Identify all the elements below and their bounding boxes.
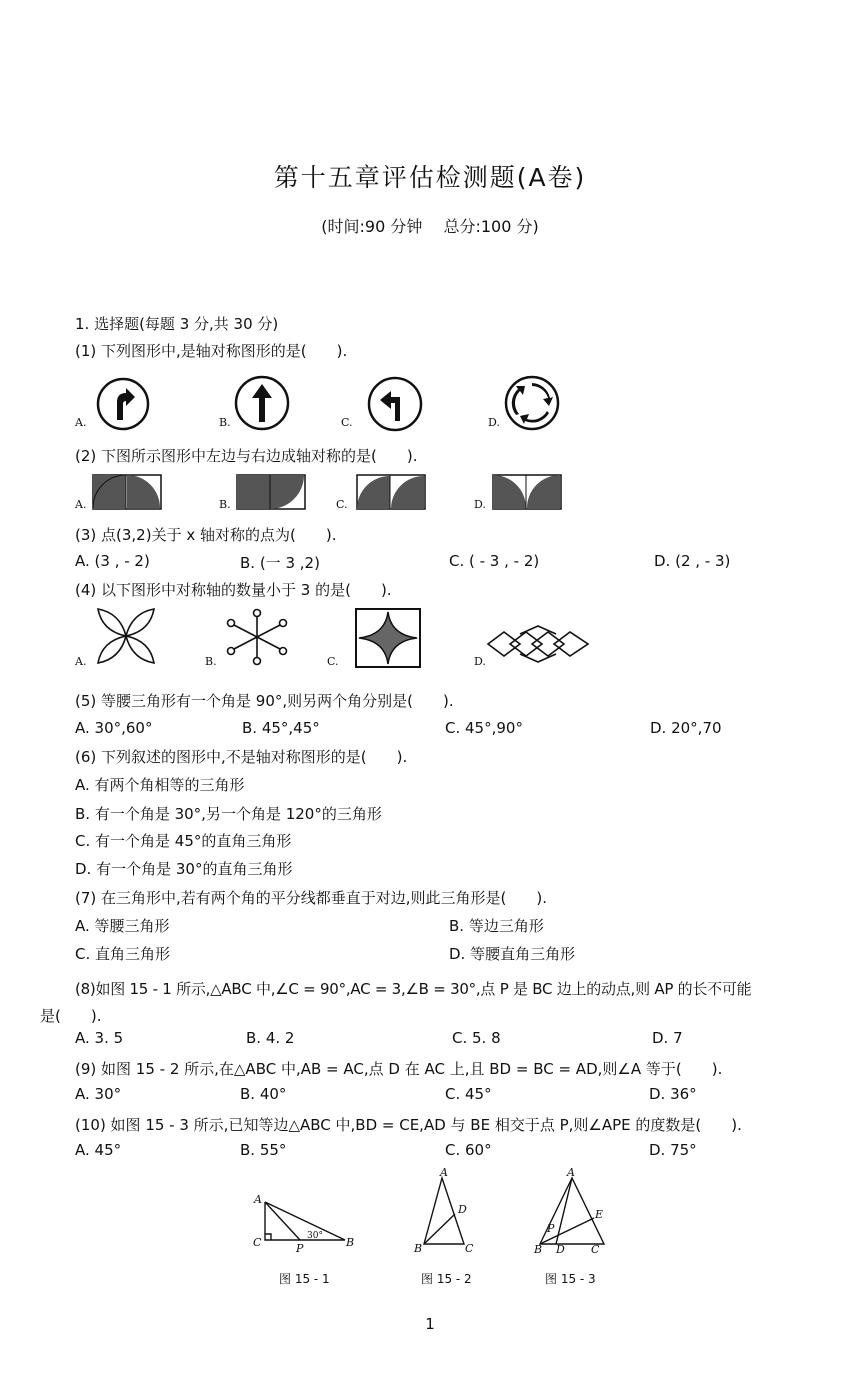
q4-label-d: D. [474, 655, 486, 668]
question-4-stem: (4) 以下图形中对称轴的数量小于 3 的是( ). [75, 581, 392, 599]
q9-option-b: B. 40° [240, 1085, 287, 1103]
q2-label-c: C. [336, 498, 348, 511]
page-number: 1 [425, 1315, 435, 1333]
figure-15-3-triangle [530, 1166, 610, 1256]
figure-15-2-caption: 图 15 - 2 [421, 1272, 472, 1286]
q1-figure-c-left-turn-sign [366, 375, 424, 433]
question-5-stem: (5) 等腰三角形有一个角是 90°,则另两个角分别是( ). [75, 692, 454, 710]
q6-option-c: C. 有一个角是 45°的直角三角形 [75, 832, 292, 850]
question-10-stem: (10) 如图 15 - 3 所示,已知等边△ABC 中,BD = CE,AD 与 BE 相交于点 P,则∠APE 的度数是( ). [75, 1116, 742, 1134]
q2-figure-b [236, 474, 306, 510]
question-3-stem: (3) 点(3,2)关于 x 轴对称的点为( ). [75, 526, 337, 544]
q6-option-b: B. 有一个角是 30°,另一个角是 120°的三角形 [75, 805, 382, 823]
q7-option-d: D. 等腰直角三角形 [449, 945, 576, 963]
q2-figure-c [356, 474, 426, 510]
q8-option-d: D. 7 [652, 1029, 683, 1047]
q9-option-d: D. 36° [649, 1085, 697, 1103]
q4-figure-a-four-petals [96, 607, 156, 665]
q8-option-c: C. 5. 8 [452, 1029, 501, 1047]
q2-label-b: B. [219, 498, 231, 511]
question-2-stem: (2) 下图所示图形中左边与右边成轴对称的是( ). [75, 447, 418, 465]
fig3-point-a: A [567, 1166, 575, 1179]
q1-label-d: D. [488, 416, 500, 429]
q10-option-a: A. 45° [75, 1141, 122, 1159]
q8-option-a: A. 3. 5 [75, 1029, 124, 1047]
q5-option-c: C. 45°,90° [445, 719, 523, 737]
section-heading: 1. 选择题(每题 3 分,共 30 分) [75, 315, 279, 333]
q1-figure-b-up-arrow-sign [233, 374, 291, 432]
q7-option-b: B. 等边三角形 [449, 917, 544, 935]
q8-option-b: B. 4. 2 [246, 1029, 295, 1047]
fig1-point-c: C [253, 1236, 262, 1249]
question-1-stem: (1) 下列图形中,是轴对称图形的是( ). [75, 342, 348, 360]
fig2-point-a: A [440, 1166, 448, 1179]
q4-figure-c-square-star [355, 608, 421, 668]
q2-label-a: A. [75, 498, 87, 511]
fig1-point-a: A [254, 1193, 262, 1206]
q4-label-a: A. [75, 655, 87, 668]
fig2-point-b: B [414, 1242, 423, 1255]
q1-label-a: A. [75, 416, 87, 429]
figure-15-1-caption: 图 15 - 1 [279, 1272, 330, 1286]
q3-option-a: A. (3 , - 2) [75, 552, 150, 570]
fig3-point-p: P [547, 1222, 555, 1235]
q10-option-d: D. 75° [649, 1141, 697, 1159]
fig3-point-b: B [534, 1243, 543, 1256]
fig3-point-d: D [556, 1243, 565, 1256]
q3-option-b: B. (一 3 ,2) [240, 554, 320, 572]
figure-15-3-caption: 图 15 - 3 [545, 1272, 596, 1286]
question-9-stem: (9) 如图 15 - 2 所示,在△ABC 中,AB = AC,点 D 在 AC 上,且 BD = BC = AD,则∠A 等于( ). [75, 1060, 723, 1078]
q2-figure-d [492, 474, 562, 510]
fig1-angle-label: 30° [307, 1231, 323, 1241]
fig1-point-b: B [346, 1236, 355, 1249]
q4-label-b: B. [205, 655, 217, 668]
q6-option-d: D. 有一个角是 30°的直角三角形 [75, 860, 293, 878]
q4-figure-d-knot-pattern [486, 624, 592, 664]
fig2-point-c: C [465, 1242, 474, 1255]
question-7-stem: (7) 在三角形中,若有两个角的平分线都垂直于对边,则此三角形是( ). [75, 889, 548, 907]
q4-label-c: C. [327, 655, 339, 668]
figure-15-2-triangle [412, 1166, 482, 1256]
question-8-stem-line1: (8)如图 15 - 1 所示,△ABC 中,∠C = 90°,AC = 3,∠B = 30°,点 P 是 BC 边上的动点,则 AP 的长不可能 [75, 980, 752, 998]
q1-figure-d-recycle-sign [503, 374, 561, 432]
fig1-point-p: P [296, 1242, 304, 1255]
q7-option-c: C. 直角三角形 [75, 945, 171, 963]
q9-option-a: A. 30° [75, 1085, 122, 1103]
q7-option-a: A. 等腰三角形 [75, 917, 170, 935]
q6-option-a: A. 有两个角相等的三角形 [75, 776, 245, 794]
q4-figure-b-six-ray-star [224, 608, 290, 666]
fig2-point-d: D [458, 1203, 467, 1216]
q3-option-c: C. ( - 3 , - 2) [449, 552, 540, 570]
fig3-point-c: C [591, 1243, 600, 1256]
question-6-stem: (6) 下列叙述的图形中,不是轴对称图形的是( ). [75, 748, 408, 766]
q3-option-d: D. (2 , - 3) [654, 552, 731, 570]
page-title: 第十五章评估检测题(A卷) [273, 163, 587, 192]
q1-figure-a-uturn-sign [95, 376, 151, 432]
page-subtitle: (时间:90 分钟 总分:100 分) [321, 217, 539, 236]
q1-label-c: C. [341, 416, 353, 429]
q2-figure-a [92, 474, 162, 510]
q5-option-d: D. 20°,70 [650, 719, 722, 737]
q1-label-b: B. [219, 416, 231, 429]
q9-option-c: C. 45° [445, 1085, 492, 1103]
q5-option-b: B. 45°,45° [242, 719, 320, 737]
q2-label-d: D. [474, 498, 486, 511]
q10-option-b: B. 55° [240, 1141, 287, 1159]
q5-option-a: A. 30°,60° [75, 719, 153, 737]
question-8-stem-line2: 是( ). [40, 1007, 102, 1025]
q10-option-c: C. 60° [445, 1141, 492, 1159]
figure-15-1-triangle [250, 1190, 360, 1255]
fig3-point-e: E [595, 1208, 604, 1221]
